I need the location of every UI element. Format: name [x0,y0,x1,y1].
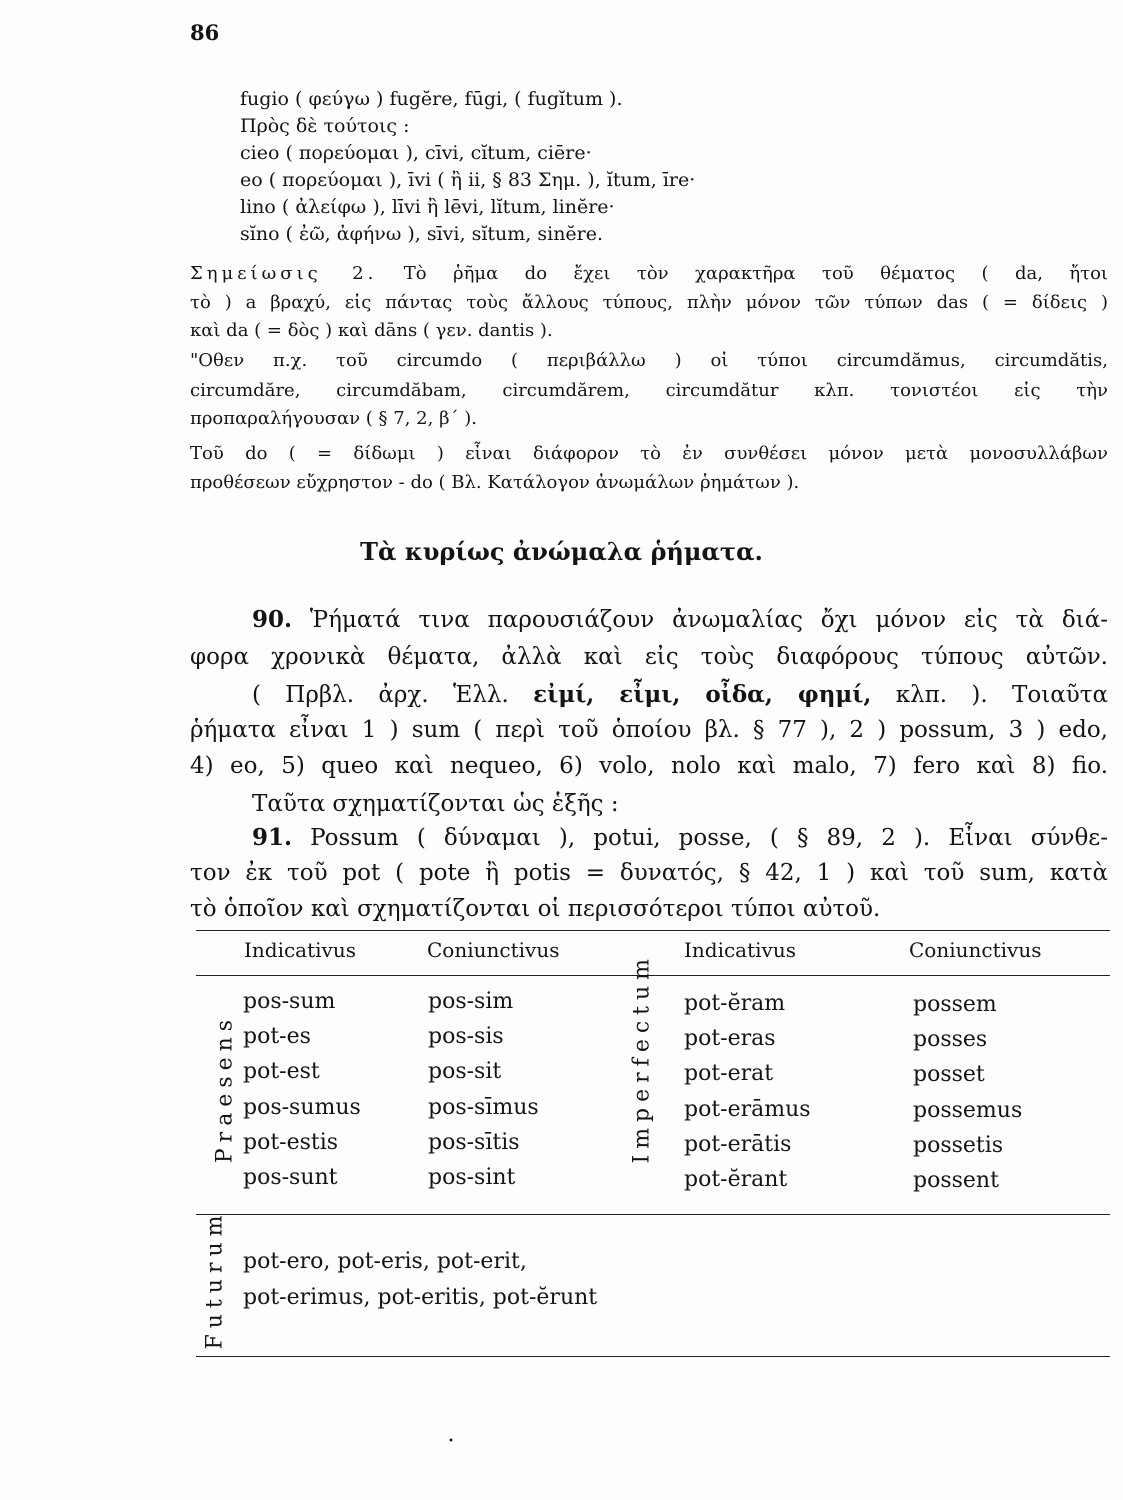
table-cell: pot-estis [243,1130,339,1155]
table-cell: pos-sis [428,1024,504,1049]
table-cell: pot-ĕram [684,991,786,1016]
table-cell: posset [913,1062,985,1087]
table-cell: pos-sunt [243,1165,338,1190]
table-bottom-rule [196,1356,1110,1357]
table-cell: posses [913,1027,988,1052]
note-line: προθέσεων εὔχρηστον - do ( Βλ. Κατάλογον ἀνωμάλων ῥημάτων ). [190,472,800,493]
table-mid-rule [196,1214,1110,1215]
table-cell: pot-erāmus [684,1097,811,1122]
table-cell: pos-sint [428,1165,516,1190]
table-cell: pos-sit [428,1059,502,1084]
paragraph-line: τὸ ὁποῖον καὶ σχηματίζονται οἱ περισσότεροι τύποι αὐτοῦ. [190,896,881,922]
table-cell: pot-est [243,1059,320,1084]
table-cell: possem [913,992,997,1017]
table-header: Indicativus [244,938,356,962]
paragraph-line: ( Πρβλ. ἀρχ. Ἑλλ. εἰμί, εἶμι, οἶδα, φημί, κλπ. ). Τοιαῦτα [252,681,1109,708]
section-number: 91. [252,824,293,851]
section-heading: Τὰ κυρίως ἀνώμαλα ῥήματα. [360,537,763,566]
note-line: προπαραλήγουσαν ( § 7, 2, β΄ ). [190,408,477,429]
table-header: Indicativus [684,938,796,962]
list-item: lino ( ἀλείφω ), līvi ἢ lēvi, lĭtum, linĕre· [240,196,615,218]
table-top-rule [196,930,1110,931]
table-cell: pot-ero, pot-eris, pot-erit, [243,1249,527,1274]
table-cell: pos-sīmus [428,1095,539,1120]
table-cell: pot-es [243,1024,311,1049]
paragraph-line: ῥήματα εἶναι 1 ) sum ( περὶ τοῦ ὁποίου βλ. § 77 ), 2 ) possum, 3 ) edo, [190,717,1108,743]
page-number: 86 [190,20,220,45]
table-cell: pos-sītis [428,1130,520,1155]
paragraph-line: 4) eo, 5) queo καὶ nequeo, 6) volo, nolo καὶ malo, 7) fero καὶ 8) fio. [190,753,1108,779]
table-cell: pos-sim [428,989,514,1014]
table-cell: pos-sumus [243,1095,361,1120]
futurum-label: Futurum [202,1209,228,1350]
praesens-label: Praesens [212,1013,238,1164]
note-line: καὶ da ( = δὸς ) καὶ dāns ( γεν. dantis ). [190,320,553,341]
table-cell: possetis [913,1133,1004,1158]
paragraph-line: φορα χρονικὰ θέματα, ἀλλὰ καὶ εἰς τοὺς διαφόρους τύπους αὐτῶν. [190,644,1108,670]
table-cell: pot-erātis [684,1132,792,1157]
note-line: Σημείωσις 2. Τὸ ῥῆμα do ἔχει τὸν χαρακτῆρα τοῦ θέματος ( da, ἤτοι [190,263,1108,284]
list-item: cieo ( πορεύομαι ), cīvi, cĭtum, ciēre· [240,142,592,164]
table-cell: pos-sum [243,989,336,1014]
paragraph-line: τον ἐκ τοῦ pot ( pote ἢ potis = δυνατός, § 42, 1 ) καὶ τοῦ sum, κατὰ [190,860,1108,886]
paragraph-line: Ταῦτα σχηματίζονται ὡς ἑξῆς : [252,791,619,817]
table-cell: pot-ĕrant [684,1167,788,1192]
table-cell: pot-eras [684,1026,776,1051]
table-cell: possent [913,1168,999,1193]
note-line: Τοῦ do ( = δίδωμι ) εἶναι διάφορον τὸ ἐν συνθέσει μόνον μετὰ μονοσυλλάβων [190,443,1108,464]
table-header: Coniunctivus [909,938,1042,962]
table-cell: pot-erimus, pot-eritis, pot-ĕrunt [243,1285,598,1310]
section-number: 90. [252,606,293,633]
table-cell: possemus [913,1098,1023,1123]
table-header: Coniunctivus [427,938,560,962]
imperfectum-label: Imperfectum [629,952,655,1164]
list-item: sĭno ( ἐῶ, ἀφήνω ), sīvi, sĭtum, sinĕre. [240,223,604,245]
bold-terms: εἰμί, εἶμι, οἶδα, φημί, [533,681,872,708]
note-line: circumdăre, circumdăbam, circumdărem, circumdătur κλπ. τονιστέοι εἰς τὴν [190,380,1108,401]
list-item: fugio ( φεύγω ) fugĕre, fūgi, ( fugĭtum ). [240,88,623,110]
paragraph-line: 91. Possum ( δύναμαι ), potui, posse, ( § 89, 2 ). Εἶναι σύνθε- [252,824,1108,851]
table-cell: pot-erat [684,1061,774,1086]
note-line: "Οθεν π.χ. τοῦ circumdo ( περιβάλλω ) οἱ τύποι circumdămus, circumdătis, [190,350,1108,371]
note-label: Σημείωσις 2. [190,263,378,284]
ink-speck: • [448,1436,454,1447]
list-item: eo ( πορεύομαι ), īvi ( ἢ ii, § 83 Σημ. ), ĭtum, īre· [240,169,696,191]
note-line: τὸ ) a βραχύ, εἰς πάντας τοὺς ἄλλους τύπους, πλὴν μόνον τῶν τύπων das ( = δίδεις ) [190,292,1108,313]
list-item: Πρὸς δὲ τούτοις : [240,115,410,137]
paragraph-line: 90. Ῥήματά τινα παρουσιάζουν ἀνωμαλίας ὄχι μόνον εἰς τὰ διά- [252,606,1109,633]
